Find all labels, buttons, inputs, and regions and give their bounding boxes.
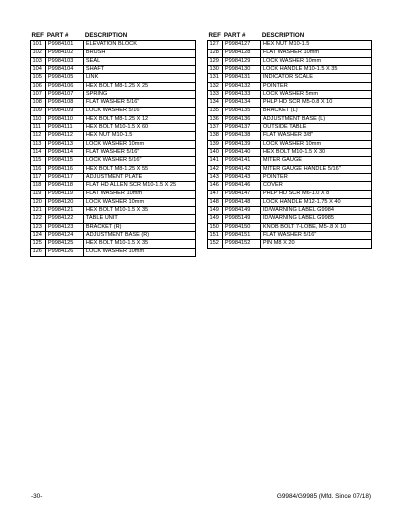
part-number-cell: P9984118 xyxy=(46,182,84,190)
table-row xyxy=(31,173,196,181)
part-number-cell: P9984133 xyxy=(223,90,261,98)
part-number-cell: P9984115 xyxy=(46,157,84,165)
table-row xyxy=(31,215,196,223)
table-row xyxy=(31,115,196,123)
ref-cell: 114 xyxy=(31,149,46,157)
table-header-row xyxy=(208,33,372,41)
ref-cell: 132 xyxy=(208,82,223,90)
part-number-cell: P9984107 xyxy=(46,90,84,98)
table-header-row xyxy=(31,33,196,41)
part-number-cell: P9984143 xyxy=(223,173,261,181)
table-row xyxy=(208,149,372,157)
description-cell: MITER GAUGE xyxy=(261,157,372,165)
part-number-cell: P9984131 xyxy=(223,74,261,82)
table-row xyxy=(31,124,196,132)
ref-cell: 140 xyxy=(208,149,223,157)
part-number-cell: P9984135 xyxy=(223,107,261,115)
description-cell: PHLP HD SCR M6-1.0 X 8 xyxy=(261,190,372,198)
table-row xyxy=(208,99,372,107)
part-number-cell: P9984134 xyxy=(223,99,261,107)
ref-cell: 141 xyxy=(208,157,223,165)
part-number-cell: P9984130 xyxy=(223,66,261,74)
table-row xyxy=(31,240,196,248)
ref-cell: 103 xyxy=(31,57,46,65)
table-row xyxy=(31,182,196,190)
model-footer: G9984/G9985 (Mfd. Since 07/18) xyxy=(276,493,371,500)
ref-cell: 101 xyxy=(31,41,46,49)
description-cell: LOCK WASHER 5/16" xyxy=(84,157,196,165)
parts-table-right xyxy=(207,33,372,249)
table-row xyxy=(208,90,372,98)
part-number-cell: P9984140 xyxy=(223,149,261,157)
part-number-cell: P9984142 xyxy=(223,165,261,173)
ref-cell: 120 xyxy=(31,198,46,206)
description-column-header: DESCRIPTION xyxy=(84,32,128,39)
description-cell: PIN M8 X 20 xyxy=(261,240,372,248)
description-cell: SPRING xyxy=(84,90,196,98)
ref-cell: 104 xyxy=(31,66,46,74)
table-row xyxy=(31,90,196,98)
ref-cell: 149 xyxy=(208,207,223,215)
table-row xyxy=(31,248,196,256)
description-cell: INDICATOR SCALE xyxy=(261,74,372,82)
part-number-cell: P9984102 xyxy=(46,49,84,57)
ref-cell: 106 xyxy=(31,82,46,90)
description-cell: ID/WARNING LABEL G9985 xyxy=(261,215,372,223)
description-cell: LOCK HANDLE M10-1.5 X 35 xyxy=(261,66,372,74)
table-row xyxy=(208,157,372,165)
description-cell: HEX BOLT M10-1.5 X 35 xyxy=(84,207,196,215)
table-row xyxy=(31,82,196,90)
description-cell: LOCK HANDLE M12-1.75 X 40 xyxy=(261,198,372,206)
table-row xyxy=(208,66,372,74)
part-number-cell: P9984125 xyxy=(46,240,84,248)
table-row xyxy=(208,107,372,115)
description-cell: KNOB BOLT 7-LOBE, M5-.8 X 10 xyxy=(261,223,372,231)
ref-cell: 133 xyxy=(208,90,223,98)
description-cell: POINTER xyxy=(261,82,372,90)
parts-table-left xyxy=(30,33,196,257)
description-cell: MITER GAUGE HANDLE 5/16" xyxy=(261,165,372,173)
description-cell: LOCK WASHER 10mm xyxy=(261,140,372,148)
part-number-cell: P9984120 xyxy=(46,198,84,206)
ref-cell: 139 xyxy=(208,140,223,148)
table-row xyxy=(208,223,372,231)
description-cell: BRACKET (R) xyxy=(84,223,196,231)
ref-cell: 115 xyxy=(31,157,46,165)
description-cell: PHLP HD SCR M5-0.8 X 10 xyxy=(261,99,372,107)
table-row xyxy=(31,66,196,74)
description-cell: HEX BOLT M10-1.5 X 35 xyxy=(84,240,196,248)
ref-column-header: REF xyxy=(31,32,44,39)
ref-cell: 109 xyxy=(31,107,46,115)
table-row xyxy=(31,198,196,206)
description-cell: FLAT WASHER 5/16" xyxy=(84,149,196,157)
part-number-cell: P9984106 xyxy=(46,82,84,90)
part-number-cell: P9984113 xyxy=(46,140,84,148)
part-number-cell: P9984123 xyxy=(46,223,84,231)
part-column-header: PART # xyxy=(223,32,246,39)
description-cell: FLAT WASHER 3/8" xyxy=(261,132,372,140)
ref-cell: 150 xyxy=(208,223,223,231)
table-row xyxy=(208,49,372,57)
part-number-cell: P9984104 xyxy=(46,66,84,74)
part-number-cell: P9984129 xyxy=(223,57,261,65)
ref-cell: 116 xyxy=(31,165,46,173)
description-cell: ELEVATION BLOCK xyxy=(84,41,196,49)
part-number-cell: P9984111 xyxy=(46,124,84,132)
description-cell: SHAFT xyxy=(84,66,196,74)
description-cell: HEX BOLT M8-1.25 X 55 xyxy=(84,165,196,173)
ref-cell: 122 xyxy=(31,215,46,223)
ref-cell: 151 xyxy=(208,232,223,240)
description-cell: ID/WARNING LABEL G9984 xyxy=(261,207,372,215)
table-row xyxy=(208,173,372,181)
description-cell: LINK xyxy=(84,74,196,82)
page-number: -30- xyxy=(31,493,43,500)
part-number-cell: P9984147 xyxy=(223,190,261,198)
part-number-cell: P9984122 xyxy=(46,215,84,223)
ref-cell: 127 xyxy=(208,41,223,49)
description-cell: FLAT WASHER 10mm xyxy=(84,190,196,198)
part-number-cell: P9984124 xyxy=(46,232,84,240)
description-column-header: DESCRIPTION xyxy=(261,32,305,39)
ref-cell: 149 xyxy=(208,215,223,223)
part-number-cell: P9984112 xyxy=(46,132,84,140)
description-cell: HEX NUT M10-1.5 xyxy=(261,41,372,49)
ref-cell: 118 xyxy=(31,182,46,190)
part-number-cell: P9984149 xyxy=(223,207,261,215)
description-cell: OUTSIDE TABLE xyxy=(261,124,372,132)
ref-cell: 129 xyxy=(208,57,223,65)
table-row xyxy=(208,74,372,82)
ref-cell: 135 xyxy=(208,107,223,115)
ref-cell: 131 xyxy=(208,74,223,82)
description-cell: HEX BOLT M10-1.5 X 30 xyxy=(261,149,372,157)
table-row xyxy=(208,198,372,206)
table-row xyxy=(31,223,196,231)
description-cell: FLAT WASHER 5/16" xyxy=(84,99,196,107)
table-row xyxy=(208,165,372,173)
table-row xyxy=(31,140,196,148)
table-row xyxy=(31,165,196,173)
description-cell: POINTER xyxy=(261,173,372,181)
description-cell: LOCK WASHER 10mm xyxy=(84,198,196,206)
table-row xyxy=(31,207,196,215)
description-cell: SEAL xyxy=(84,57,196,65)
table-row xyxy=(208,41,372,49)
table-row xyxy=(208,182,372,190)
ref-cell: 130 xyxy=(208,66,223,74)
ref-cell: 137 xyxy=(208,124,223,132)
part-number-cell: P9984114 xyxy=(46,149,84,157)
description-cell: HEX BOLT M8-1.25 X 12 xyxy=(84,115,196,123)
part-number-cell: P9984137 xyxy=(223,124,261,132)
description-cell: TABLE UNIT xyxy=(84,215,196,223)
ref-cell: 111 xyxy=(31,124,46,132)
description-cell: LOCK WASHER 10mm xyxy=(261,57,372,65)
table-row xyxy=(31,132,196,140)
ref-cell: 128 xyxy=(208,49,223,57)
part-number-cell: P9984103 xyxy=(46,57,84,65)
description-cell: ADJUSTMENT PLATE xyxy=(84,173,196,181)
ref-cell: 117 xyxy=(31,173,46,181)
description-cell: FLAT WASHER 10mm xyxy=(261,49,372,57)
table-row xyxy=(31,107,196,115)
part-number-cell: P9984136 xyxy=(223,115,261,123)
table-row xyxy=(31,49,196,57)
description-cell: HEX BOLT M8-1.25 X 25 xyxy=(84,82,196,90)
ref-cell: 123 xyxy=(31,223,46,231)
ref-cell: 107 xyxy=(31,90,46,98)
ref-cell: 142 xyxy=(208,165,223,173)
part-number-cell: P9984110 xyxy=(46,115,84,123)
description-cell: FLAT WASHER 5/16" xyxy=(261,232,372,240)
table-row xyxy=(31,232,196,240)
part-number-cell: P9984121 xyxy=(46,207,84,215)
part-number-cell: P9984119 xyxy=(46,190,84,198)
table-row xyxy=(31,74,196,82)
part-number-cell: P9984101 xyxy=(46,41,84,49)
part-number-cell: P9984105 xyxy=(46,74,84,82)
table-row xyxy=(208,132,372,140)
part-number-cell: P9984128 xyxy=(223,49,261,57)
description-cell: ADJUSTMENT BASE (L) xyxy=(261,115,372,123)
part-number-cell: P9984141 xyxy=(223,157,261,165)
ref-cell: 112 xyxy=(31,132,46,140)
ref-cell: 125 xyxy=(31,240,46,248)
table-row xyxy=(31,190,196,198)
description-cell: HEX BOLT M10-1.5 X 60 xyxy=(84,124,196,132)
parts-list xyxy=(30,33,372,257)
part-number-cell: P9984148 xyxy=(223,198,261,206)
ref-cell: 134 xyxy=(208,99,223,107)
table-row xyxy=(208,232,372,240)
ref-cell: 138 xyxy=(208,132,223,140)
ref-column-header: REF xyxy=(208,32,221,39)
ref-cell: 105 xyxy=(31,74,46,82)
table-row xyxy=(31,41,196,49)
part-number-cell: P9984109 xyxy=(46,107,84,115)
part-number-cell: P9984126 xyxy=(46,248,84,256)
table-row xyxy=(208,82,372,90)
table-row xyxy=(208,207,372,215)
ref-cell: 143 xyxy=(208,173,223,181)
description-cell: FLAT HD ALLEN SCR M10-1.5 X 25 xyxy=(84,182,196,190)
part-number-cell: P9985149 xyxy=(223,215,261,223)
table-row xyxy=(31,99,196,107)
description-cell: LOCK WASHER 5/16" xyxy=(84,107,196,115)
table-row xyxy=(208,215,372,223)
part-number-cell: P9984150 xyxy=(223,223,261,231)
ref-cell: 152 xyxy=(208,240,223,248)
description-cell: ADJUSTMENT BASE (R) xyxy=(84,232,196,240)
ref-cell: 113 xyxy=(31,140,46,148)
description-cell: COVER xyxy=(261,182,372,190)
ref-cell: 124 xyxy=(31,232,46,240)
description-cell: HEX NUT M10-1.5 xyxy=(84,132,196,140)
ref-cell: 108 xyxy=(31,99,46,107)
description-cell: LOCK WASHER 5mm xyxy=(261,90,372,98)
part-number-cell: P9984138 xyxy=(223,132,261,140)
table-row xyxy=(208,190,372,198)
description-cell: BRACKET (L) xyxy=(261,107,372,115)
part-number-cell: P9984127 xyxy=(223,41,261,49)
part-number-cell: P9984108 xyxy=(46,99,84,107)
ref-cell: 121 xyxy=(31,207,46,215)
part-number-cell: P9984139 xyxy=(223,140,261,148)
table-row xyxy=(208,140,372,148)
table-row xyxy=(208,240,372,248)
ref-cell: 126 xyxy=(31,248,46,256)
ref-cell: 102 xyxy=(31,49,46,57)
part-number-cell: P9984152 xyxy=(223,240,261,248)
ref-cell: 110 xyxy=(31,115,46,123)
ref-cell: 147 xyxy=(208,190,223,198)
table-row xyxy=(208,57,372,65)
table-row xyxy=(208,124,372,132)
description-cell: LOCK WASHER 10mm xyxy=(84,140,196,148)
table-row xyxy=(31,57,196,65)
part-number-cell: P9984151 xyxy=(223,232,261,240)
part-number-cell: P9984146 xyxy=(223,182,261,190)
table-row xyxy=(208,115,372,123)
part-column-header: PART # xyxy=(46,32,69,39)
table-row xyxy=(31,157,196,165)
part-number-cell: P9984117 xyxy=(46,173,84,181)
description-cell: LOCK WASHER 10mm xyxy=(84,248,196,256)
ref-cell: 148 xyxy=(208,198,223,206)
part-number-cell: P9984132 xyxy=(223,82,261,90)
ref-cell: 136 xyxy=(208,115,223,123)
part-number-cell: P9984116 xyxy=(46,165,84,173)
table-row xyxy=(31,149,196,157)
description-cell: BRUSH xyxy=(84,49,196,57)
ref-cell: 119 xyxy=(31,190,46,198)
ref-cell: 146 xyxy=(208,182,223,190)
